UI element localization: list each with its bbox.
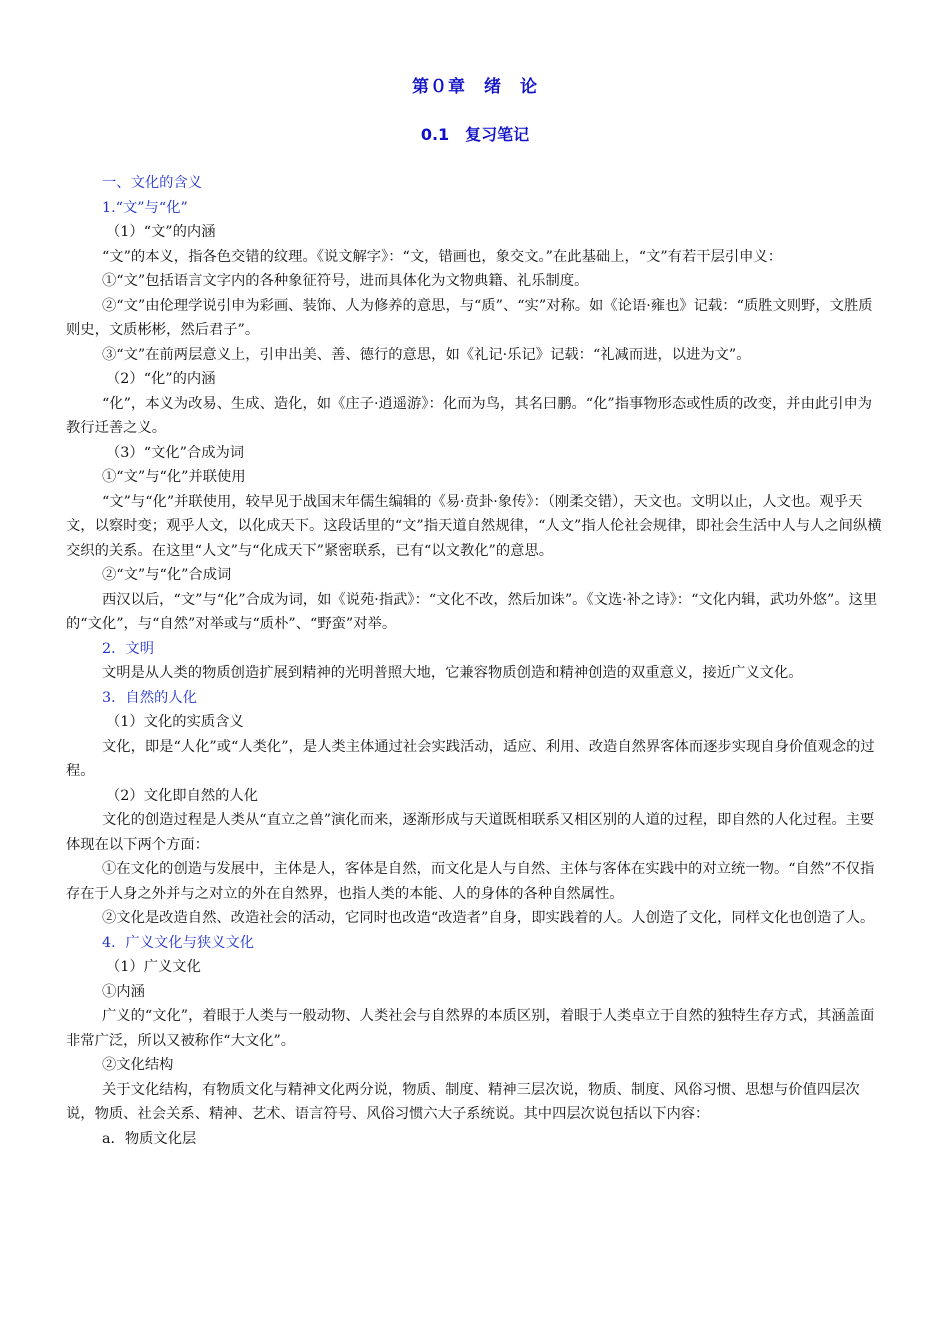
paragraph: （2）“化”的内涵 xyxy=(106,371,216,387)
chapter-title: 第０章 绪 论 xyxy=(412,77,538,97)
paragraph: ①“文”包括语言文字内的各种象征符号，进而具体化为文物典籍、礼乐制度。 xyxy=(102,273,589,289)
section-heading: 一、文化的含义 xyxy=(102,175,203,191)
paragraph: （3）“文化”合成为词 xyxy=(106,444,245,461)
paragraph: a．物质文化层 xyxy=(102,1130,197,1147)
paragraph: 广义的“文化”，着眼于人类与一般动物、人类社会与自然界的本质区别，着眼于人类卓立于自然的独特生存方式，其涵盖面非常广泛，所以又被称作“大文化”。 xyxy=(66,1008,875,1049)
paragraph: “化”，本义为改易、生成、造化，如《庄子·逍遥游》：化而为鸟，其名曰鹏。“化”指事物形态或性质的改变，并由此引申为教行迁善之义。 xyxy=(66,395,873,436)
paragraph: ②“文”与“化”合成词 xyxy=(102,567,232,583)
paragraph: 文明是从人类的物质创造扩展到精神的光明普照大地，它兼容物质创造和精神创造的双重意义，接近广义文化。 xyxy=(102,665,803,681)
paragraph: ②文化结构 xyxy=(102,1057,174,1073)
paragraph: （1）“文”的内涵 xyxy=(106,224,216,240)
section-heading: 4．广义文化与狭义文化 xyxy=(102,934,255,951)
paragraph: （1）广义文化 xyxy=(106,959,201,975)
section-heading: 1.“文”与“化” xyxy=(102,199,188,216)
section-heading: 2．文明 xyxy=(102,640,154,657)
document-body xyxy=(66,171,886,1151)
paragraph: 文化的创造过程是人类从“直立之兽”演化而来，逐渐形成与天道既相联系又相区别的人道的过程，即自然的人化过程。主要体现在以下两个方面： xyxy=(66,812,875,853)
paragraph: （1）文化的实质含义 xyxy=(106,714,244,730)
paragraph: 西汉以后，“文”与“化”合成为词，如《说苑·指武》：“文化不改，然后加诛”。《文选·补之诗》：“文化内辑，武功外悠”。这里的“文化”，与“自然”对举或与“质朴”、“野蛮”对举。 xyxy=(66,591,878,632)
section-title: 0.1 复习笔记 xyxy=(420,125,530,144)
paragraph: ①内涵 xyxy=(102,983,145,1000)
paragraph: 文化，即是“人化”或“人类化”，是人类主体通过社会实践活动，适应、利用、改造自然界客体而逐步实现自身价值观念的过程。 xyxy=(66,738,875,779)
paragraph: ①“文”与“化”并联使用 xyxy=(102,469,246,485)
section-heading: 3．自然的人化 xyxy=(102,689,197,706)
paragraph: 关于文化结构，有物质文化与精神文化两分说，物质、制度、精神三层次说，物质、制度、风俗习惯、思想与价值四层次说，物质、社会关系、精神、艺术、语言符号、风俗习惯六大子系统说。其中四层次说包括以下内容： xyxy=(66,1081,860,1122)
paragraph: ②“文”由伦理学说引申为彩画、装饰、人为修养的意思，与“质”、“实”对称。如《论语·雍也》记载：“质胜文则野，文胜质则史，文质彬彬，然后君子”。 xyxy=(66,297,873,338)
paragraph: ③“文”在前两层意义上，引申出美、善、德行的意思，如《礼记·乐记》记载：“礼减而进，以进为文”。 xyxy=(102,346,751,363)
paragraph: ②文化是改造自然、改造社会的活动，它同时也改造“改造者”自身，即实践着的人。人创造了文化，同样文化也创造了人。 xyxy=(102,910,875,926)
paragraph: （2）文化即自然的人化 xyxy=(106,787,259,804)
paragraph: ①在文化的创造与发展中，主体是人，客体是自然，而文化是人与自然、主体与客体在实践中的对立统一物。“自然”不仅指存在于人身之外并与之对立的外在自然界，也指人类的本能、人的身体的各种自然属性。 xyxy=(66,861,875,902)
paragraph: “文”与“化”并联使用，较早见于战国末年儒生编辑的《易·贲卦·象传》：（刚柔交错），天文也。文明以止，人文也。观乎天文，以察时变；观乎人文，以化成天下。这段话里的“文”指天道自然规律，“人文”指人伦社会规律，即社会生活中人与人之间纵横交织的关系。在这里“人文”与“化成天下”紧密联系，已有“以文教化”的意思。 xyxy=(66,493,882,559)
paragraph: “文”的本义，指各色交错的纹理。《说文解字》：“文，错画也，象交文。”在此基础上，“文”有若干层引申义： xyxy=(102,248,783,265)
